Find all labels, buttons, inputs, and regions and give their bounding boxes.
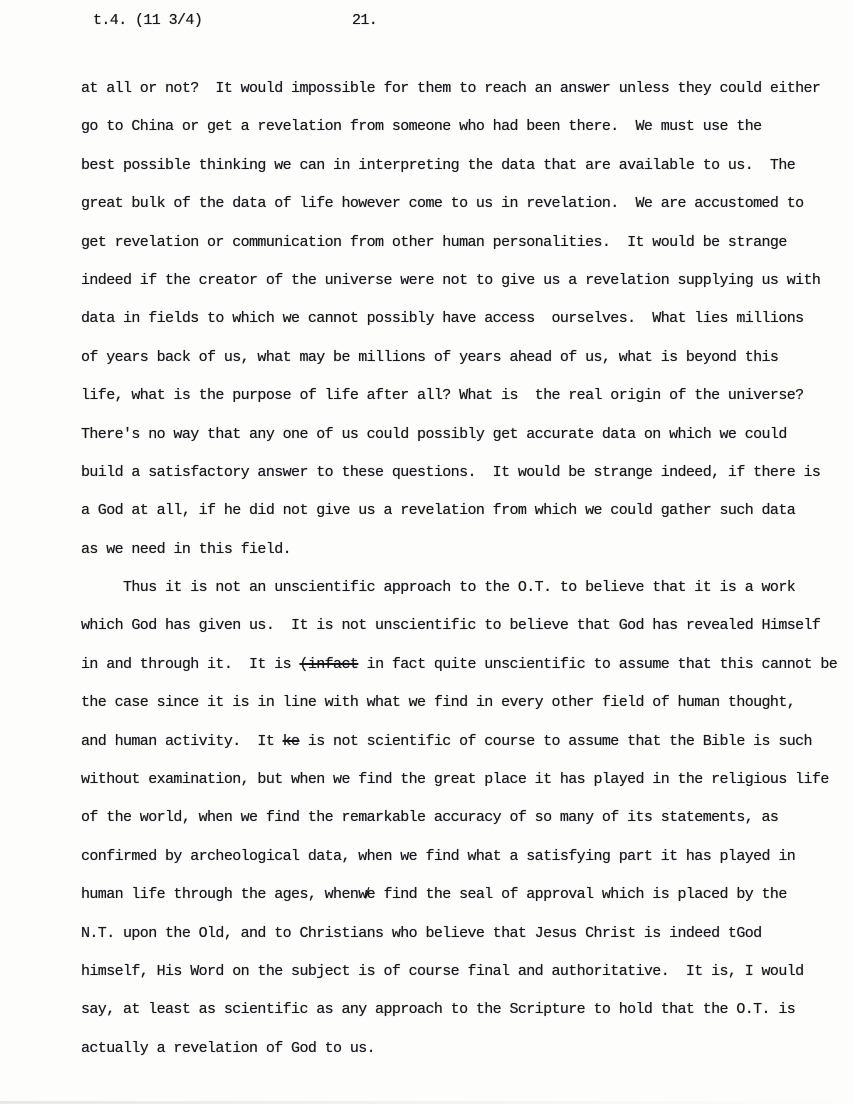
text-line: in and through it. It is (infact in fact quite unscientific to assume that this cannot be <box>81 655 838 673</box>
text-line: N.T. upon the Old, and to Christians who believe that Jesus Christ is indeed tGod <box>81 924 762 942</box>
text-line: himself, His Word on the subject is of course final and authoritative. It is, I would <box>81 962 804 980</box>
text-line: get revelation or communication from other human personalities. It would be strange <box>81 233 787 251</box>
text-line: life, what is the purpose of life after all? What is the real origin of the universe? <box>81 387 804 405</box>
text-line: the case since it is in line with what we find in every other field of human thought, <box>81 694 796 712</box>
document-body <box>81 70 838 1068</box>
text-line: human life through the ages, whenw̸e find the seal of approval which is placed by the <box>81 886 787 904</box>
text-line: which God has given us. It is not unscientific to believe that God has revealed Himself <box>81 617 821 635</box>
text-line: say, at least as scientific as any approach to the Scripture to hold that the O.T. is <box>81 1001 796 1019</box>
struck-out-typo: (infact <box>299 655 359 673</box>
paragraph-2 <box>81 569 838 1068</box>
paragraph-1 <box>81 70 831 569</box>
struck-out-typo: ke <box>282 732 300 750</box>
text-line: confirmed by archeological data, when we find what a satisfying part it has played in <box>81 847 796 865</box>
text-line: great bulk of the data of life however come to us in revelation. We are accustomed to <box>81 195 804 213</box>
text-line: actually a revelation of God to us. <box>81 1039 376 1057</box>
document-reference: t.4. (11 3/4) <box>93 12 203 29</box>
text-line: without examination, but when we find the great place it has played in the religious life <box>81 771 829 789</box>
text-line: as we need in this field. <box>81 540 292 558</box>
text-line: data in fields to which we cannot possibly have access ourselves. What lies millions <box>81 310 804 328</box>
text-line: at all or not? It would impossible for them to reach an answer unless they could either <box>81 80 821 97</box>
text-line: go to China or get a revelation from someone who had been there. We must use the <box>81 118 762 136</box>
text-line: and human activity. It ke is not scientific of course to assume that the Bible is such <box>81 732 812 750</box>
text-line: Thus it is not an unscientific approach to the O.T. to believe that it is a work <box>81 579 796 597</box>
text-line: There's no way that any one of us could possibly get accurate data on which we could <box>81 425 787 443</box>
text-line: of the world, when we find the remarkable accuracy of so many of its statements, as <box>81 809 779 827</box>
text-line: build a satisfactory answer to these questions. It would be strange indeed, if there is <box>81 463 821 481</box>
page-number: 21. <box>352 12 378 29</box>
text-line: indeed if the creator of the universe were not to give us a revelation supplying us with <box>81 271 821 289</box>
text-line: best possible thinking we can in interpreting the data that are available to us. The <box>81 156 796 174</box>
page-header <box>0 12 853 36</box>
text-line: a God at all, if he did not give us a revelation from which we could gather such data <box>81 502 796 520</box>
text-line: of years back of us, what may be millions of years ahead of us, what is beyond this <box>81 348 779 366</box>
